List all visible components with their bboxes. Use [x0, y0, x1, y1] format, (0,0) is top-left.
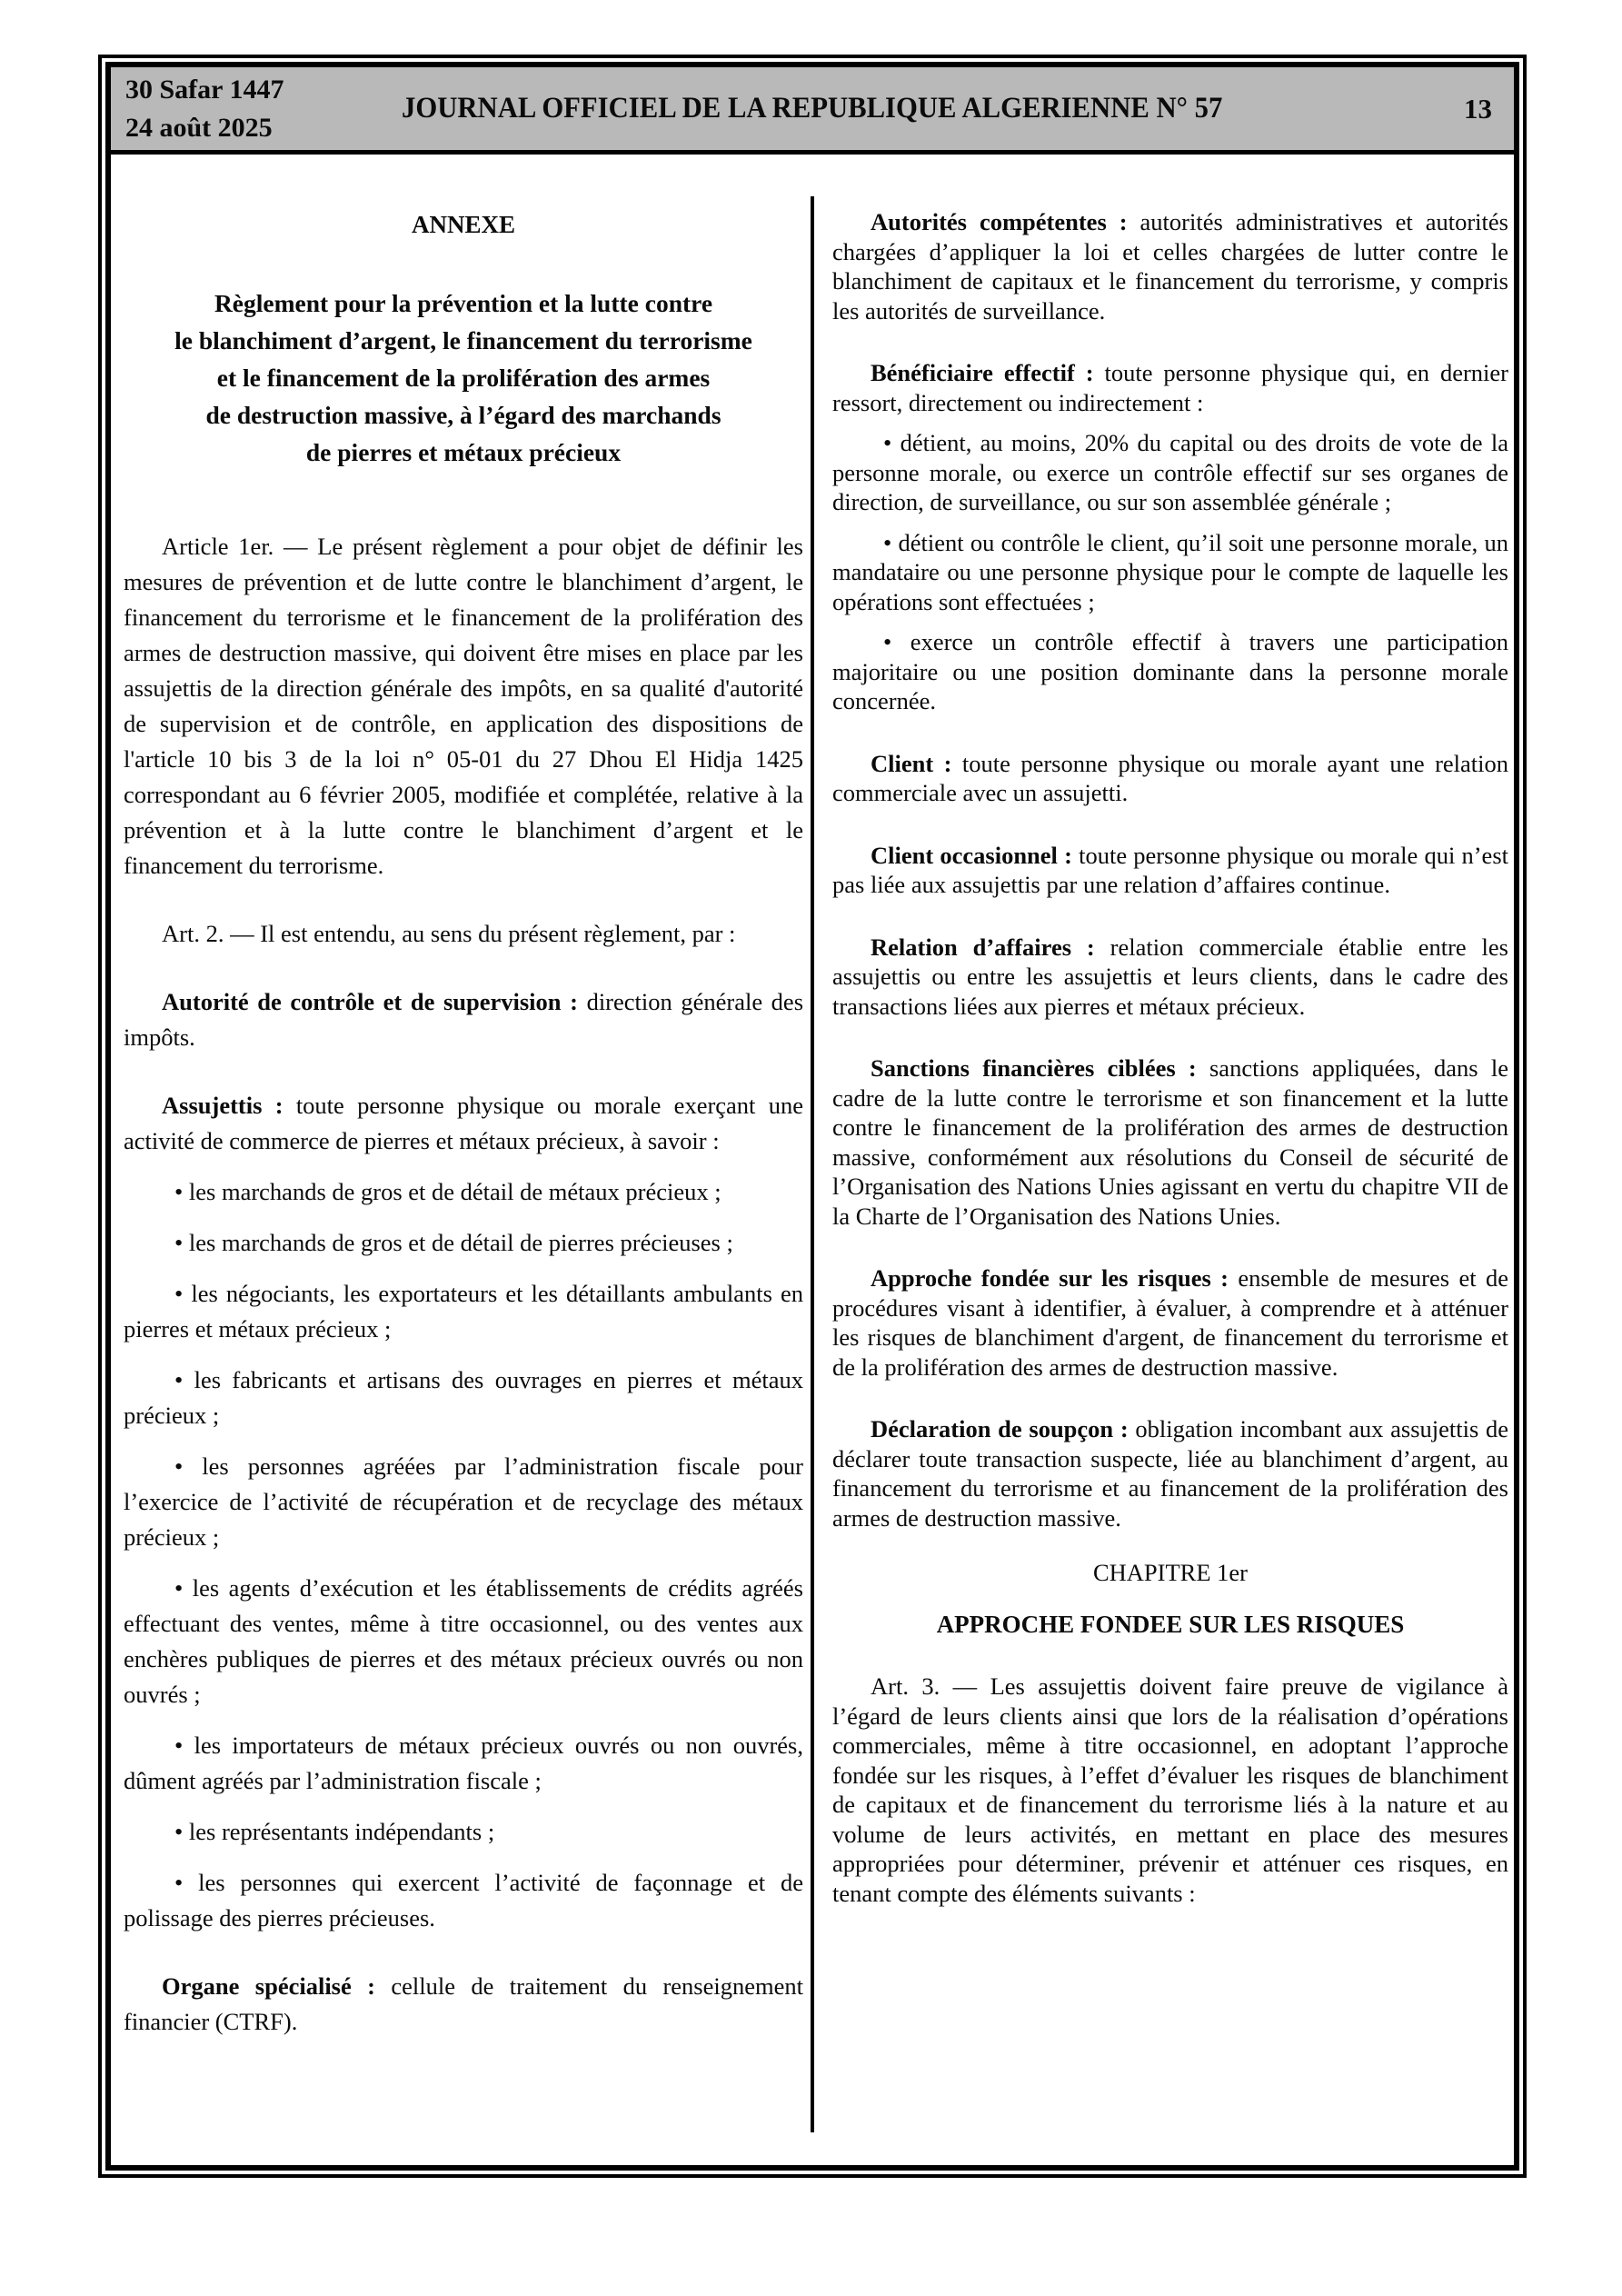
term-label: Bénéficiaire effectif :: [871, 359, 1094, 386]
paragraph: Autorités compétentes : autorités administratives et autorités chargées d’appliquer la loi et celles chargées de lutter contre le blanchiment de capitaux et le financement du terrorisme, y compris les autorités de surveillance.: [832, 208, 1508, 324]
bullet-item: • les négociants, les exportateurs et les détaillants ambulants en pierres et métaux précieux ;: [124, 1280, 803, 1343]
term-label: Relation d’affaires :: [871, 933, 1095, 961]
paragraph: Sanctions financières ciblées : sanctions appliquées, dans le cadre de la lutte contre le terrorisme et son financement et la lutte contre le financement de la prolifération des armes de destruction massive, conformément aux résolutions du Conseil de sécurité de l’Organisation des Nations Unies agissant en vertu du chapitre VII de la Charte de l’Organisation des Nations Unies.: [832, 1054, 1508, 1230]
regulation-title-line: le blanchiment d’argent, le financement du terrorisme: [174, 326, 752, 354]
paragraph: Art. 3. — Les assujettis doivent faire preuve de vigilance à l’égard de leurs clients ainsi que lors de la réalisation d’opérations commerciales, même à titre occasionnel, en adoptant l’approche fondée sur les risques, à l’effet d’évaluer les risques de blanchiment de capitaux et de financement du terrorisme liés à la nature et au volume de leurs activités, en mettant en place des mesures appropriées pour déterminer, prévenir et atténuer ces risques, en tenant compte des éléments suivants :: [832, 1672, 1508, 1907]
term-label: Autorité de contrôle et de supervision :: [162, 988, 578, 1015]
term-label: Assujettis :: [162, 1092, 284, 1119]
bullet-item: • les personnes qui exercent l’activité de façonnage et de polissage des pierres précieuses.: [124, 1869, 803, 1932]
issue-dates: [111, 71, 371, 147]
bullet-item: • les importateurs de métaux précieux ouvrés ou non ouvrés, dûment agréés par l’administration fiscale ;: [124, 1732, 803, 1794]
bullet-item: • les représentants indépendants ;: [174, 1818, 495, 1845]
right-column: [814, 196, 1514, 2165]
term-label: Sanctions financières ciblées :: [871, 1054, 1197, 1082]
issue-date-hijri: 30 Safar 1447: [125, 74, 284, 105]
regulation-title-line: et le financement de la prolifération des armes: [216, 364, 711, 392]
journal-title: JOURNAL OFFICIEL DE LA REPUBLIQUE ALGERIENNE N° 57: [401, 92, 1223, 125]
bullet-item: • exerce un contrôle effectif à travers une participation majoritaire ou une position dominante dans la personne morale concernée.: [832, 628, 1508, 714]
bullet-item: • détient, au moins, 20% du capital ou des droits de vote de la personne morale, ou exerce un contrôle effectif sur ses organes de direction, de surveillance, ou sur son assemblée générale ;: [832, 429, 1508, 515]
bullet-item: • détient ou contrôle le client, qu’il soit une personne morale, un mandataire ou une personne physique pour le compte de laquelle les opérations sont effectuées ;: [832, 528, 1508, 615]
bullet-item: • les fabricants et artisans des ouvrages en pierres et métaux précieux ;: [124, 1366, 803, 1429]
section-heading: ANNEXE: [411, 211, 515, 238]
paragraph: Art. 2. — Il est entendu, au sens du présent règlement, par :: [162, 920, 736, 947]
issue-date-gregorian: 24 août 2025: [125, 112, 273, 143]
page-frame: [98, 55, 1527, 2178]
term-label: Organe spécialisé :: [162, 1972, 375, 2000]
term-label: Approche fondée sur les risques :: [871, 1264, 1229, 1292]
section-heading: APPROCHE FONDEE SUR LES RISQUES: [936, 1610, 1405, 1638]
bullet-item: • les marchands de gros et de détail de métaux précieux ;: [174, 1178, 721, 1205]
page-number: 13: [1464, 92, 1492, 125]
page-content: [111, 155, 1514, 2165]
paragraph: Client occasionnel : toute personne physique ou morale qui n’est pas liée aux assujettis par une relation d’affaires continue.: [832, 841, 1508, 898]
bullet-item: • les agents d’exécution et les établissements de crédits agréés effectuant des ventes, même à titre occasionnel, ou des ventes aux enchères publiques de pierres et des métaux précieux ouvrés ou non ouvrés ;: [124, 1574, 803, 1708]
bullet-item: • les marchands de gros et de détail de pierres précieuses ;: [174, 1229, 733, 1256]
paragraph: Client : toute personne physique ou morale ayant une relation commerciale avec un assujetti.: [832, 749, 1509, 806]
term-label: Autorités compétentes :: [871, 208, 1128, 235]
paragraph: Article 1er. — Le présent règlement a pour objet de définir les mesures de prévention et de lutte contre le blanchiment d’argent, le financement du terrorisme et le financement de la prolifération des armes de destruction massive, qui doivent être mises en place par les assujettis de la direction générale des impôts, en sa qualité d'autorité de supervision et de contrôle, en application des dispositions de l'article 10 bis 3 de la loi n° 05-01 du 27 Dhou El Hidja 1425 correspondant au 6 février 2005, modifiée et complétée, relative à la prévention et à la lutte contre le blanchiment d’argent et le financement du terrorisme.: [124, 533, 803, 879]
term-label: Client occasionnel :: [871, 841, 1072, 869]
paragraph: Autorité de contrôle et de supervision : direction générale des impôts.: [124, 988, 804, 1051]
regulation-title-line: Règlement pour la prévention et la lutte contre: [214, 289, 713, 317]
bullet-item: • les personnes agréées par l’administration fiscale pour l’exercice de l’activité de récupération et de recyclage des métaux précieux ;: [124, 1452, 803, 1551]
paragraph: Assujettis : toute personne physique ou morale exerçant une activité de commerce de pierres et métaux précieux, à savoir :: [124, 1092, 803, 1154]
paragraph: Bénéficiaire effectif : toute personne physique qui, en dernier ressort, directement ou indirectement :: [832, 359, 1508, 416]
paragraph: Approche fondée sur les risques : ensemble de mesures et de procédures visant à identifier, à évaluer, à comprendre et à atténuer les risques de blanchiment d'argent, de financement du terrorisme et de la prolifération des armes de destruction massive.: [832, 1264, 1508, 1381]
regulation-title-line: de destruction massive, à l’égard des marchands: [205, 401, 721, 429]
paragraph: Relation d’affaires : relation commerciale établie entre les assujettis ou entre les assujettis et leurs clients, dans le cadre des transactions liées aux pierres et métaux précieux.: [832, 933, 1508, 1020]
section-heading: CHAPITRE 1er: [1092, 1559, 1249, 1586]
term-label: Client :: [871, 749, 952, 777]
paragraph: Déclaration de soupçon : obligation incombant aux assujettis de déclarer toute transaction suspecte, liée au blanchiment d’argent, au financement du terrorisme et au financement de la prolifération des armes de destruction massive.: [832, 1415, 1508, 1532]
term-label: Déclaration de soupçon :: [871, 1415, 1129, 1442]
left-column: [111, 196, 811, 2165]
page-header: [111, 67, 1514, 155]
paragraph: Organe spécialisé : cellule de traitement du renseignement financier (CTRF).: [124, 1972, 803, 2035]
page-frame-inner: [105, 62, 1519, 2171]
regulation-title-line: de pierres et métaux précieux: [305, 438, 622, 466]
